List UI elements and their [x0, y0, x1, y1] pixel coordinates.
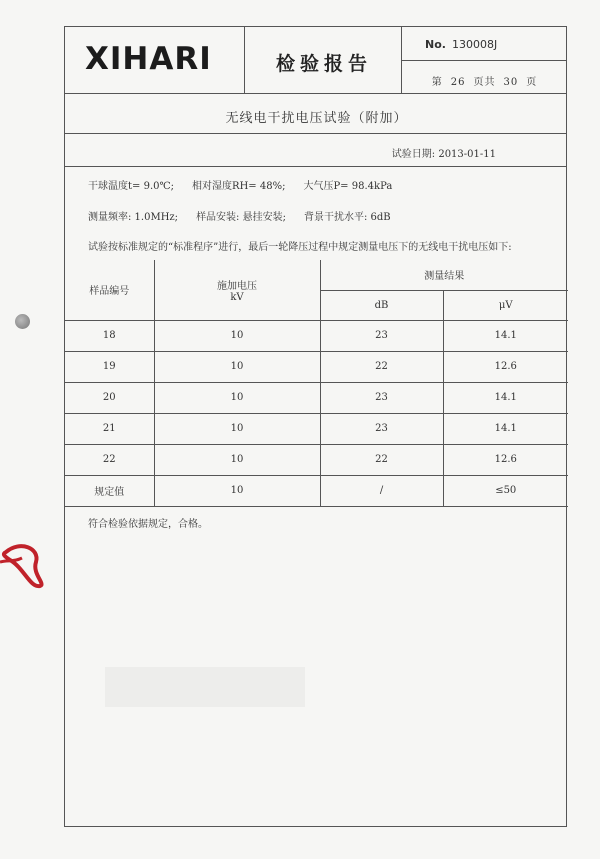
- table-row-spec: [65, 475, 568, 506]
- cell-db: 23: [320, 382, 443, 413]
- results-table: [65, 260, 568, 507]
- report-title: 检验报告: [275, 53, 372, 75]
- cell-db: 23: [320, 320, 443, 351]
- report-number-value: 130008J: [451, 38, 498, 51]
- conditions-line-1: [88, 177, 410, 192]
- company-logo: XIHARI: [85, 41, 212, 77]
- cell-uv: 12.6: [443, 444, 568, 475]
- measurement-frequency: 测量频率: 1.0MHz;: [88, 212, 179, 223]
- page-current: 26: [450, 77, 466, 88]
- cell-db: 22: [320, 351, 443, 382]
- atmospheric-pressure: 大气压P= 98.4kPa: [303, 181, 393, 192]
- report-frame: [64, 26, 567, 827]
- table-row: [65, 320, 568, 351]
- header-applied-voltage: 施加电压 kV: [154, 260, 320, 320]
- binding-string: [0, 540, 60, 590]
- cell-kv: 10: [154, 320, 320, 351]
- cell-uv: 14.1: [443, 320, 568, 351]
- cell-sample: 22: [65, 444, 154, 475]
- dry-temperature: 干球温度t= 9.0℃;: [88, 181, 175, 192]
- cell-db: 23: [320, 413, 443, 444]
- page-suffix: 页: [526, 77, 538, 88]
- cell-kv: 10: [154, 382, 320, 413]
- cell-sample: 规定值: [65, 475, 154, 506]
- report-number-label: No.: [425, 38, 446, 51]
- cell-uv: 14.1: [443, 413, 568, 444]
- page-prefix: 第: [431, 77, 443, 88]
- cell-uv: 12.6: [443, 351, 568, 382]
- cell-uv: 14.1: [443, 382, 568, 413]
- header-db: dB: [320, 290, 443, 320]
- procedure-text: 试验按标准规定的“标准程序”进行，最后一轮降压过程中规定测量电压下的无线电干扰电压如下:: [88, 242, 512, 253]
- header-sample-no: 样品编号: [65, 260, 154, 320]
- page-total: 30: [503, 77, 519, 88]
- conclusion-text: 符合检验依据规定，合格。: [88, 519, 208, 530]
- sample-mounting: 样品安装: 悬挂安装;: [196, 212, 286, 223]
- table-row: [65, 382, 568, 413]
- table-row: [65, 413, 568, 444]
- show-through-mark: [105, 667, 305, 707]
- header-result: 测量结果: [320, 260, 568, 290]
- page-mid: 页共: [473, 77, 496, 88]
- header-uv: μV: [443, 290, 568, 320]
- relative-humidity: 相对湿度RH= 48%;: [192, 181, 286, 192]
- table-row: [65, 444, 568, 475]
- report-number: [425, 38, 497, 51]
- cell-db: 22: [320, 444, 443, 475]
- cell-db: /: [320, 475, 443, 506]
- page-info: [401, 73, 568, 88]
- cell-sample: 18: [65, 320, 154, 351]
- cell-kv: 10: [154, 475, 320, 506]
- cell-uv: ≤50: [443, 475, 568, 506]
- test-date: 试验日期: 2013-01-11: [391, 149, 496, 160]
- cell-kv: 10: [154, 351, 320, 382]
- conditions-line-2: [88, 208, 409, 223]
- test-title: 无线电干扰电压试验（附加）: [225, 111, 408, 126]
- cell-sample: 20: [65, 382, 154, 413]
- cell-kv: 10: [154, 444, 320, 475]
- binding-hole: [15, 314, 30, 329]
- cell-sample: 19: [65, 351, 154, 382]
- cell-sample: 21: [65, 413, 154, 444]
- background-level: 背景干扰水平: 6dB: [303, 212, 391, 223]
- cell-kv: 10: [154, 413, 320, 444]
- table-row: [65, 351, 568, 382]
